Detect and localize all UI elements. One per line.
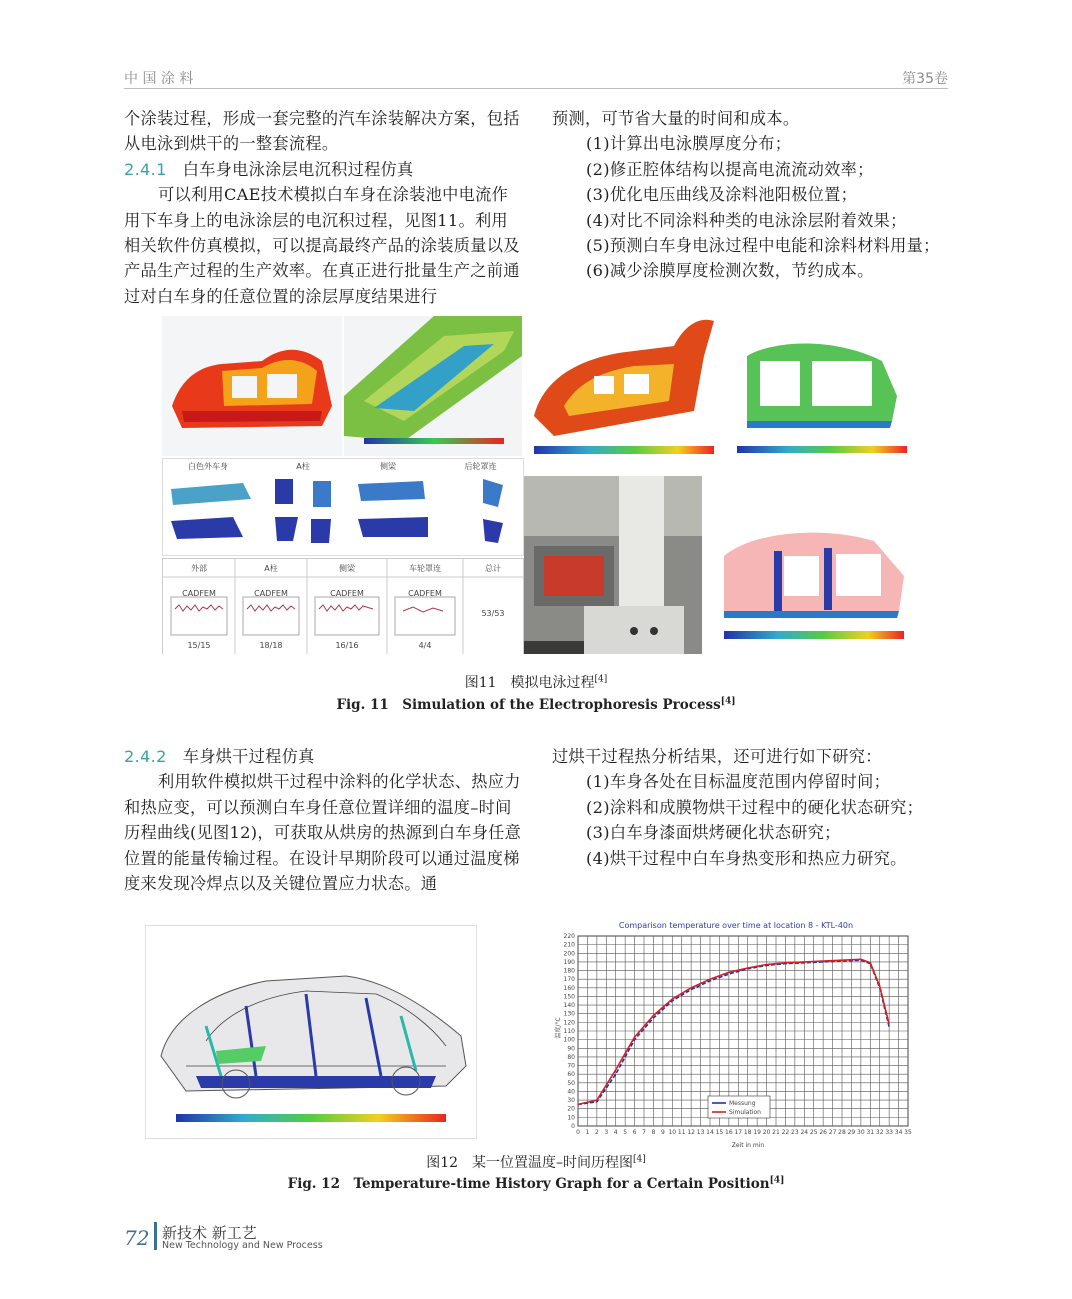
x-tick-label: 5 [623,1129,628,1136]
x-tick-label: 3 [604,1129,609,1136]
component-table-top [162,458,524,556]
component-table-bottom [162,558,524,654]
y-tick-label: 80 [567,1053,575,1061]
column-left-bottom [124,744,522,896]
y-tick-label: 0 [571,1123,575,1130]
footer-title-cn: 新技术 新工艺 [162,1224,257,1242]
x-tick-label: 13 [696,1129,705,1136]
count-cell: 53/53 [481,609,505,618]
y-tick-label: 220 [563,933,575,940]
x-tick-label: 4 [613,1129,618,1136]
table-header: 车轮罩连 [409,564,441,573]
x-tick-label: 10 [668,1129,677,1136]
y-tick-label: 200 [563,950,575,958]
legend-label: Simulation [729,1109,761,1116]
caption-text: Fig. 12 Temperature-time History Graph for a Certain Position [287,1176,770,1192]
fig12-temperature-chart [548,918,924,1150]
x-tick-label: 16 [725,1129,733,1136]
section-number: 2.4.2 [124,747,167,766]
column-left-top [124,106,522,309]
body-structure-thickness-image [524,316,720,466]
section-number: 2.4.1 [124,159,167,179]
list-item: (3)优化电压曲线及涂料池阳极位置； [586,185,858,205]
table-header: A柱 [264,564,278,573]
paragraph: 过烘干过程热分析结果，还可进行如下研究： [552,747,882,766]
y-axis-label: 温度/°C [555,1017,562,1039]
x-tick-label: 12 [687,1129,695,1136]
table-header: A柱 [296,462,310,471]
x-tick-label: 29 [847,1129,856,1136]
volume-label: 第35卷 [902,71,948,87]
y-tick-label: 130 [563,1010,575,1018]
paragraph: 个涂装过程，形成一套完整的汽车涂装解决方案，包括从电泳到烘干的一整套流程。 [124,109,520,154]
y-tick-label: 60 [567,1071,575,1079]
sill-thickness-image [344,316,522,456]
y-tick-label: 180 [563,967,575,975]
chart-label: CADFEM [182,589,216,598]
x-axis-label: Zeit in min [731,1142,765,1149]
caption-ref: [4] [769,1175,785,1186]
y-tick-label: 170 [563,976,575,984]
x-tick-label: 7 [642,1129,646,1136]
x-tick-label: 0 [576,1129,580,1136]
count-cell: 18/18 [259,641,283,650]
x-tick-label: 32 [875,1129,884,1136]
y-tick-label: 190 [563,958,575,966]
fig12-caption-cn [0,1152,1072,1172]
paragraph: 可以利用CAE技术模拟白车身在涂装池中电流作用下车身上的电泳涂层的电沉积过程，见图11。利用相关软件仿真模拟，可以提高最终产品的涂装质量以及产品生产过程的生产效率。在真正进行批量生产之前通过对白车身的任意位置的涂层厚度结果进行 [124,185,520,306]
x-tick-label: 9 [660,1129,665,1136]
section-heading-2-4-1 [124,157,522,182]
temperature-chart-svg [548,918,924,1150]
figure-11 [162,316,912,654]
x-tick-label: 15 [715,1129,724,1136]
x-tick-label: 6 [632,1129,637,1136]
side-thickness-pink-image [714,496,912,654]
table-header: 侧梁 [380,462,396,471]
list-item: (1)计算出电泳膜厚度分布； [586,134,792,154]
caption-ref: [4] [594,674,608,685]
caption-text: 图12 某一位置温度–时间历程图 [426,1155,634,1171]
y-tick-label: 70 [567,1062,575,1070]
chart-legend [708,1096,770,1118]
x-tick-label: 30 [857,1129,865,1136]
section-title: 车身烘干过程仿真 [182,747,315,766]
page-number: 72 [124,1226,150,1250]
fig11-caption-en [0,693,1072,713]
x-tick-label: 8 [651,1129,656,1136]
x-tick-label: 33 [885,1129,893,1136]
table-header: 侧梁 [339,564,355,573]
y-tick-label: 10 [567,1114,575,1122]
footer [124,1222,424,1252]
table-header: 外部 [191,564,207,573]
caption-text: 图11 模拟电泳过程 [464,675,595,691]
journal-name: 中 国 涂 料 [124,71,194,87]
y-tick-label: 150 [563,993,575,1001]
x-tick-label: 31 [866,1129,875,1136]
y-tick-label: 20 [567,1105,575,1113]
factory-photo [524,476,702,654]
chart-label: CADFEM [330,589,364,598]
fig12-caption-en [0,1172,1072,1192]
list-item: (2)修正腔体结构以提高电流流动效率； [586,159,874,179]
column-right-top [552,106,952,284]
x-tick-label: 35 [904,1129,912,1136]
x-tick-label: 24 [800,1129,809,1136]
x-tick-label: 18 [743,1129,752,1136]
count-cell: 4/4 [418,641,432,650]
caption-text: Fig. 11 Simulation of the Electrophoresis Process [336,697,721,713]
list-item: (1)车身各处在目标温度范围内停留时间； [586,772,891,792]
table-header: 白色外车身 [188,462,228,471]
fig11-caption-cn [0,672,1072,692]
table-header: 总计 [485,564,501,573]
footer-title-en: New Technology and New Process [162,1240,323,1251]
y-tick-label: 110 [563,1028,575,1035]
x-tick-label: 23 [791,1129,799,1136]
header-rule [124,88,948,89]
y-tick-label: 100 [563,1036,575,1044]
x-tick-label: 11 [677,1129,686,1136]
y-tick-label: 30 [567,1097,575,1105]
x-tick-label: 20 [762,1129,771,1136]
x-tick-label: 27 [828,1129,837,1136]
x-tick-label: 14 [706,1129,714,1136]
fig12-car-simulation [145,925,477,1139]
footer-divider [154,1222,157,1250]
section-heading-2-4-2 [124,744,522,769]
list-item: (3)白车身漆面烘烤硬化状态研究； [586,823,841,843]
x-tick-label: 25 [809,1129,818,1136]
y-tick-label: 210 [563,941,575,949]
y-tick-label: 120 [563,1019,575,1027]
list-item: (4)对比不同涂料种类的电泳涂层附着效果； [586,210,907,230]
list-item: (4)烘干过程中白车身热变形和热应力研究。 [586,848,907,868]
list-item: (5)预测白车身电泳过程中电能和涂料材料用量； [586,236,940,256]
caption-ref: [4] [720,696,736,707]
y-tick-label: 160 [563,984,575,992]
x-tick-label: 22 [781,1129,790,1136]
chart-label: CADFEM [254,589,288,598]
x-tick-label: 26 [819,1129,827,1136]
x-tick-label: 21 [772,1129,780,1136]
list-item: (6)减少涂膜厚度检测次数，节约成本。 [586,261,874,281]
legend-label: Messung [729,1100,756,1107]
paragraph: 利用软件模拟烘干过程中涂料的化学状态、热应力和热应变，可以预测白车身任意位置详细的温度–时间历程曲线(见图12)，可获取从烘房的热源到白车身任意位置的能量传输过程。在设计早期阶段可以通过温度梯度来发现冷焊点以及关键位置应力状态。通 [124,772,522,894]
count-cell: 16/16 [335,641,359,650]
y-tick-label: 40 [567,1088,575,1096]
paragraph: 预测，可节省大量的时间和成本。 [552,109,800,128]
x-tick-label: 17 [734,1129,743,1136]
table-header: 后轮罩连 [464,462,497,471]
x-tick-label: 28 [838,1129,846,1136]
y-tick-label: 140 [563,1002,575,1010]
x-tick-label: 19 [753,1129,761,1136]
x-tick-label: 2 [594,1129,599,1136]
y-tick-label: 90 [567,1045,575,1053]
column-right-bottom [552,744,952,871]
section-title: 白车身电泳涂层电沉积过程仿真 [182,159,414,179]
caption-ref: [4] [633,1154,646,1165]
chart-title: Comparison temperature over time at location 8 - KTL-40n [618,921,854,930]
y-tick-label: 50 [567,1079,575,1087]
side-frame-thickness-image [732,316,912,466]
chart-label: CADFEM [408,589,442,598]
car-side-thickness-image [162,316,342,456]
x-tick-label: 1 [585,1129,590,1136]
x-tick-label: 34 [894,1129,903,1136]
count-cell: 15/15 [187,641,211,650]
list-item: (2)涂料和成膜物烘干过程中的硬化状态研究； [586,797,924,817]
